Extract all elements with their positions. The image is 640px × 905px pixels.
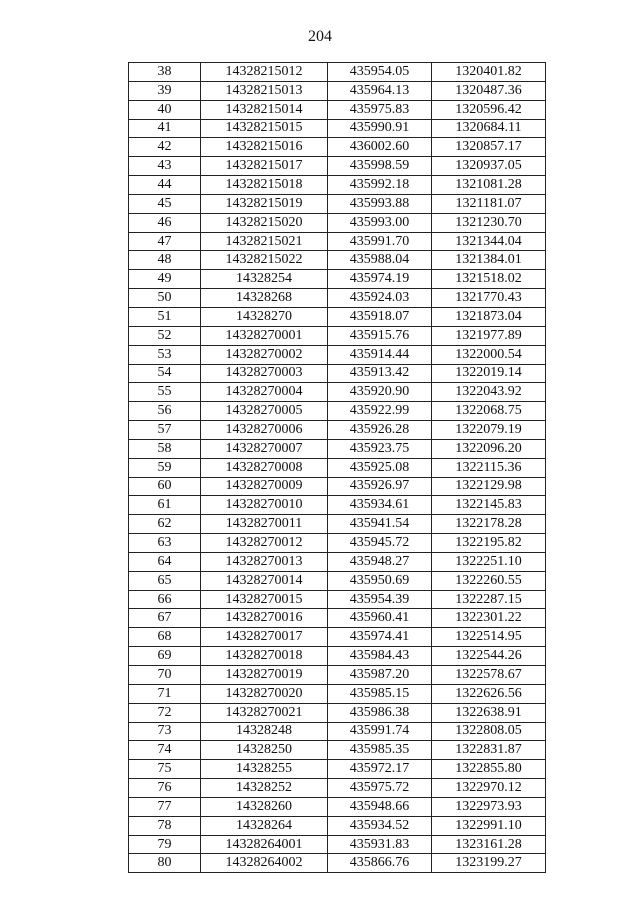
point-id-cell: 14328270009 xyxy=(201,477,328,496)
point-id-cell: 14328270005 xyxy=(201,402,328,421)
y-coordinate-cell: 1322019.14 xyxy=(432,364,546,383)
y-coordinate-cell: 1322808.05 xyxy=(432,722,546,741)
x-coordinate-cell: 435954.05 xyxy=(328,63,432,82)
y-coordinate-cell: 1322578.67 xyxy=(432,666,546,685)
point-id-cell: 14328215017 xyxy=(201,157,328,176)
x-coordinate-cell: 435988.04 xyxy=(328,251,432,270)
y-coordinate-cell: 1322287.15 xyxy=(432,590,546,609)
table-row xyxy=(129,590,546,609)
point-id-cell: 14328215012 xyxy=(201,63,328,82)
y-coordinate-cell: 1322514.95 xyxy=(432,628,546,647)
row-index-cell: 64 xyxy=(129,552,201,571)
y-coordinate-cell: 1322129.98 xyxy=(432,477,546,496)
table-row xyxy=(129,571,546,590)
x-coordinate-cell: 435972.17 xyxy=(328,760,432,779)
table-row xyxy=(129,213,546,232)
y-coordinate-cell: 1322831.87 xyxy=(432,741,546,760)
x-coordinate-cell: 435985.15 xyxy=(328,684,432,703)
table-row xyxy=(129,609,546,628)
row-index-cell: 54 xyxy=(129,364,201,383)
x-coordinate-cell: 435950.69 xyxy=(328,571,432,590)
row-index-cell: 55 xyxy=(129,383,201,402)
table-row xyxy=(129,383,546,402)
row-index-cell: 63 xyxy=(129,534,201,553)
table-row xyxy=(129,628,546,647)
y-coordinate-cell: 1321770.43 xyxy=(432,289,546,308)
point-id-cell: 14328268 xyxy=(201,289,328,308)
row-index-cell: 69 xyxy=(129,647,201,666)
point-id-cell: 14328270013 xyxy=(201,552,328,571)
row-index-cell: 75 xyxy=(129,760,201,779)
row-index-cell: 47 xyxy=(129,232,201,251)
y-coordinate-cell: 1323161.28 xyxy=(432,835,546,854)
x-coordinate-cell: 436002.60 xyxy=(328,138,432,157)
row-index-cell: 41 xyxy=(129,119,201,138)
y-coordinate-cell: 1322626.56 xyxy=(432,684,546,703)
point-id-cell: 14328215022 xyxy=(201,251,328,270)
point-id-cell: 14328264001 xyxy=(201,835,328,854)
point-id-cell: 14328254 xyxy=(201,270,328,289)
point-id-cell: 14328270011 xyxy=(201,515,328,534)
point-id-cell: 14328250 xyxy=(201,741,328,760)
y-coordinate-cell: 1322000.54 xyxy=(432,345,546,364)
y-coordinate-cell: 1321081.28 xyxy=(432,176,546,195)
y-coordinate-cell: 1322068.75 xyxy=(432,402,546,421)
point-id-cell: 14328270016 xyxy=(201,609,328,628)
x-coordinate-cell: 435918.07 xyxy=(328,307,432,326)
x-coordinate-cell: 435914.44 xyxy=(328,345,432,364)
table-row xyxy=(129,270,546,289)
x-coordinate-cell: 435915.76 xyxy=(328,326,432,345)
point-id-cell: 14328270012 xyxy=(201,534,328,553)
x-coordinate-cell: 435975.83 xyxy=(328,100,432,119)
table-row xyxy=(129,496,546,515)
table-row xyxy=(129,552,546,571)
x-coordinate-cell: 435993.88 xyxy=(328,194,432,213)
row-index-cell: 60 xyxy=(129,477,201,496)
y-coordinate-cell: 1322178.28 xyxy=(432,515,546,534)
x-coordinate-cell: 435991.70 xyxy=(328,232,432,251)
y-coordinate-cell: 1322145.83 xyxy=(432,496,546,515)
table-row xyxy=(129,797,546,816)
row-index-cell: 39 xyxy=(129,81,201,100)
table-row xyxy=(129,722,546,741)
row-index-cell: 59 xyxy=(129,458,201,477)
point-id-cell: 14328252 xyxy=(201,779,328,798)
point-id-cell: 14328215019 xyxy=(201,194,328,213)
point-id-cell: 14328270 xyxy=(201,307,328,326)
row-index-cell: 42 xyxy=(129,138,201,157)
x-coordinate-cell: 435948.66 xyxy=(328,797,432,816)
table-row xyxy=(129,854,546,873)
point-id-cell: 14328270017 xyxy=(201,628,328,647)
row-index-cell: 65 xyxy=(129,571,201,590)
table-row xyxy=(129,477,546,496)
row-index-cell: 74 xyxy=(129,741,201,760)
x-coordinate-cell: 435920.90 xyxy=(328,383,432,402)
row-index-cell: 79 xyxy=(129,835,201,854)
point-id-cell: 14328270008 xyxy=(201,458,328,477)
x-coordinate-cell: 435922.99 xyxy=(328,402,432,421)
point-id-cell: 14328270003 xyxy=(201,364,328,383)
y-coordinate-cell: 1321977.89 xyxy=(432,326,546,345)
x-coordinate-cell: 435986.38 xyxy=(328,703,432,722)
row-index-cell: 45 xyxy=(129,194,201,213)
x-coordinate-cell: 435945.72 xyxy=(328,534,432,553)
y-coordinate-cell: 1322970.12 xyxy=(432,779,546,798)
point-id-cell: 14328270020 xyxy=(201,684,328,703)
row-index-cell: 62 xyxy=(129,515,201,534)
table-row xyxy=(129,119,546,138)
x-coordinate-cell: 435924.03 xyxy=(328,289,432,308)
y-coordinate-cell: 1320487.36 xyxy=(432,81,546,100)
row-index-cell: 51 xyxy=(129,307,201,326)
table-row xyxy=(129,364,546,383)
row-index-cell: 44 xyxy=(129,176,201,195)
table-row xyxy=(129,402,546,421)
point-id-cell: 14328270010 xyxy=(201,496,328,515)
row-index-cell: 53 xyxy=(129,345,201,364)
table-row xyxy=(129,703,546,722)
x-coordinate-cell: 435985.35 xyxy=(328,741,432,760)
x-coordinate-cell: 435990.91 xyxy=(328,119,432,138)
y-coordinate-cell: 1320401.82 xyxy=(432,63,546,82)
table-row xyxy=(129,100,546,119)
y-coordinate-cell: 1321518.02 xyxy=(432,270,546,289)
table-row xyxy=(129,63,546,82)
row-index-cell: 78 xyxy=(129,816,201,835)
x-coordinate-cell: 435954.39 xyxy=(328,590,432,609)
point-id-cell: 14328270007 xyxy=(201,439,328,458)
y-coordinate-cell: 1322638.91 xyxy=(432,703,546,722)
row-index-cell: 71 xyxy=(129,684,201,703)
table-row xyxy=(129,194,546,213)
point-id-cell: 14328248 xyxy=(201,722,328,741)
y-coordinate-cell: 1320684.11 xyxy=(432,119,546,138)
point-id-cell: 14328215016 xyxy=(201,138,328,157)
row-index-cell: 50 xyxy=(129,289,201,308)
y-coordinate-cell: 1321873.04 xyxy=(432,307,546,326)
table-row xyxy=(129,741,546,760)
table-row xyxy=(129,157,546,176)
table-row xyxy=(129,515,546,534)
coordinates-table xyxy=(128,62,546,873)
y-coordinate-cell: 1322096.20 xyxy=(432,439,546,458)
point-id-cell: 14328215013 xyxy=(201,81,328,100)
row-index-cell: 67 xyxy=(129,609,201,628)
point-id-cell: 14328270001 xyxy=(201,326,328,345)
row-index-cell: 80 xyxy=(129,854,201,873)
y-coordinate-cell: 1322973.93 xyxy=(432,797,546,816)
y-coordinate-cell: 1322195.82 xyxy=(432,534,546,553)
row-index-cell: 43 xyxy=(129,157,201,176)
y-coordinate-cell: 1322991.10 xyxy=(432,816,546,835)
table-row xyxy=(129,307,546,326)
x-coordinate-cell: 435960.41 xyxy=(328,609,432,628)
point-id-cell: 14328260 xyxy=(201,797,328,816)
x-coordinate-cell: 435913.42 xyxy=(328,364,432,383)
table-row xyxy=(129,345,546,364)
row-index-cell: 38 xyxy=(129,63,201,82)
table-row xyxy=(129,421,546,440)
table-row xyxy=(129,684,546,703)
y-coordinate-cell: 1320937.05 xyxy=(432,157,546,176)
x-coordinate-cell: 435866.76 xyxy=(328,854,432,873)
row-index-cell: 49 xyxy=(129,270,201,289)
point-id-cell: 14328215020 xyxy=(201,213,328,232)
y-coordinate-cell: 1322544.26 xyxy=(432,647,546,666)
point-id-cell: 14328270019 xyxy=(201,666,328,685)
y-coordinate-cell: 1321230.70 xyxy=(432,213,546,232)
table-body xyxy=(129,63,546,873)
row-index-cell: 72 xyxy=(129,703,201,722)
x-coordinate-cell: 435926.97 xyxy=(328,477,432,496)
table-row xyxy=(129,760,546,779)
y-coordinate-cell: 1323199.27 xyxy=(432,854,546,873)
table-row xyxy=(129,326,546,345)
x-coordinate-cell: 435948.27 xyxy=(328,552,432,571)
y-coordinate-cell: 1322260.55 xyxy=(432,571,546,590)
x-coordinate-cell: 435964.13 xyxy=(328,81,432,100)
x-coordinate-cell: 435934.52 xyxy=(328,816,432,835)
table-row xyxy=(129,251,546,270)
y-coordinate-cell: 1320596.42 xyxy=(432,100,546,119)
point-id-cell: 14328264002 xyxy=(201,854,328,873)
table-row xyxy=(129,289,546,308)
x-coordinate-cell: 435941.54 xyxy=(328,515,432,534)
point-id-cell: 14328270018 xyxy=(201,647,328,666)
table-row xyxy=(129,835,546,854)
x-coordinate-cell: 435934.61 xyxy=(328,496,432,515)
x-coordinate-cell: 435992.18 xyxy=(328,176,432,195)
y-coordinate-cell: 1322855.80 xyxy=(432,760,546,779)
row-index-cell: 77 xyxy=(129,797,201,816)
table-row xyxy=(129,647,546,666)
x-coordinate-cell: 435926.28 xyxy=(328,421,432,440)
x-coordinate-cell: 435923.75 xyxy=(328,439,432,458)
y-coordinate-cell: 1322079.19 xyxy=(432,421,546,440)
x-coordinate-cell: 435991.74 xyxy=(328,722,432,741)
row-index-cell: 58 xyxy=(129,439,201,458)
row-index-cell: 52 xyxy=(129,326,201,345)
x-coordinate-cell: 435925.08 xyxy=(328,458,432,477)
table-row xyxy=(129,439,546,458)
y-coordinate-cell: 1322251.10 xyxy=(432,552,546,571)
x-coordinate-cell: 435984.43 xyxy=(328,647,432,666)
y-coordinate-cell: 1322301.22 xyxy=(432,609,546,628)
point-id-cell: 14328264 xyxy=(201,816,328,835)
table-row xyxy=(129,666,546,685)
point-id-cell: 14328270004 xyxy=(201,383,328,402)
table-row xyxy=(129,81,546,100)
point-id-cell: 14328270015 xyxy=(201,590,328,609)
table-row xyxy=(129,458,546,477)
point-id-cell: 14328270021 xyxy=(201,703,328,722)
point-id-cell: 14328215015 xyxy=(201,119,328,138)
row-index-cell: 40 xyxy=(129,100,201,119)
x-coordinate-cell: 435974.19 xyxy=(328,270,432,289)
table-row xyxy=(129,232,546,251)
y-coordinate-cell: 1322115.36 xyxy=(432,458,546,477)
row-index-cell: 56 xyxy=(129,402,201,421)
x-coordinate-cell: 435993.00 xyxy=(328,213,432,232)
row-index-cell: 66 xyxy=(129,590,201,609)
x-coordinate-cell: 435931.83 xyxy=(328,835,432,854)
row-index-cell: 76 xyxy=(129,779,201,798)
table-row xyxy=(129,176,546,195)
row-index-cell: 57 xyxy=(129,421,201,440)
row-index-cell: 68 xyxy=(129,628,201,647)
row-index-cell: 46 xyxy=(129,213,201,232)
y-coordinate-cell: 1321181.07 xyxy=(432,194,546,213)
point-id-cell: 14328255 xyxy=(201,760,328,779)
y-coordinate-cell: 1322043.92 xyxy=(432,383,546,402)
x-coordinate-cell: 435975.72 xyxy=(328,779,432,798)
y-coordinate-cell: 1321344.04 xyxy=(432,232,546,251)
x-coordinate-cell: 435998.59 xyxy=(328,157,432,176)
point-id-cell: 14328215014 xyxy=(201,100,328,119)
point-id-cell: 14328270002 xyxy=(201,345,328,364)
point-id-cell: 14328215021 xyxy=(201,232,328,251)
table-row xyxy=(129,138,546,157)
x-coordinate-cell: 435974.41 xyxy=(328,628,432,647)
table-row xyxy=(129,534,546,553)
point-id-cell: 14328270014 xyxy=(201,571,328,590)
y-coordinate-cell: 1320857.17 xyxy=(432,138,546,157)
row-index-cell: 48 xyxy=(129,251,201,270)
row-index-cell: 61 xyxy=(129,496,201,515)
row-index-cell: 73 xyxy=(129,722,201,741)
x-coordinate-cell: 435987.20 xyxy=(328,666,432,685)
page-number: 204 xyxy=(308,28,332,45)
table-row xyxy=(129,779,546,798)
row-index-cell: 70 xyxy=(129,666,201,685)
point-id-cell: 14328215018 xyxy=(201,176,328,195)
table-row xyxy=(129,816,546,835)
point-id-cell: 14328270006 xyxy=(201,421,328,440)
y-coordinate-cell: 1321384.01 xyxy=(432,251,546,270)
